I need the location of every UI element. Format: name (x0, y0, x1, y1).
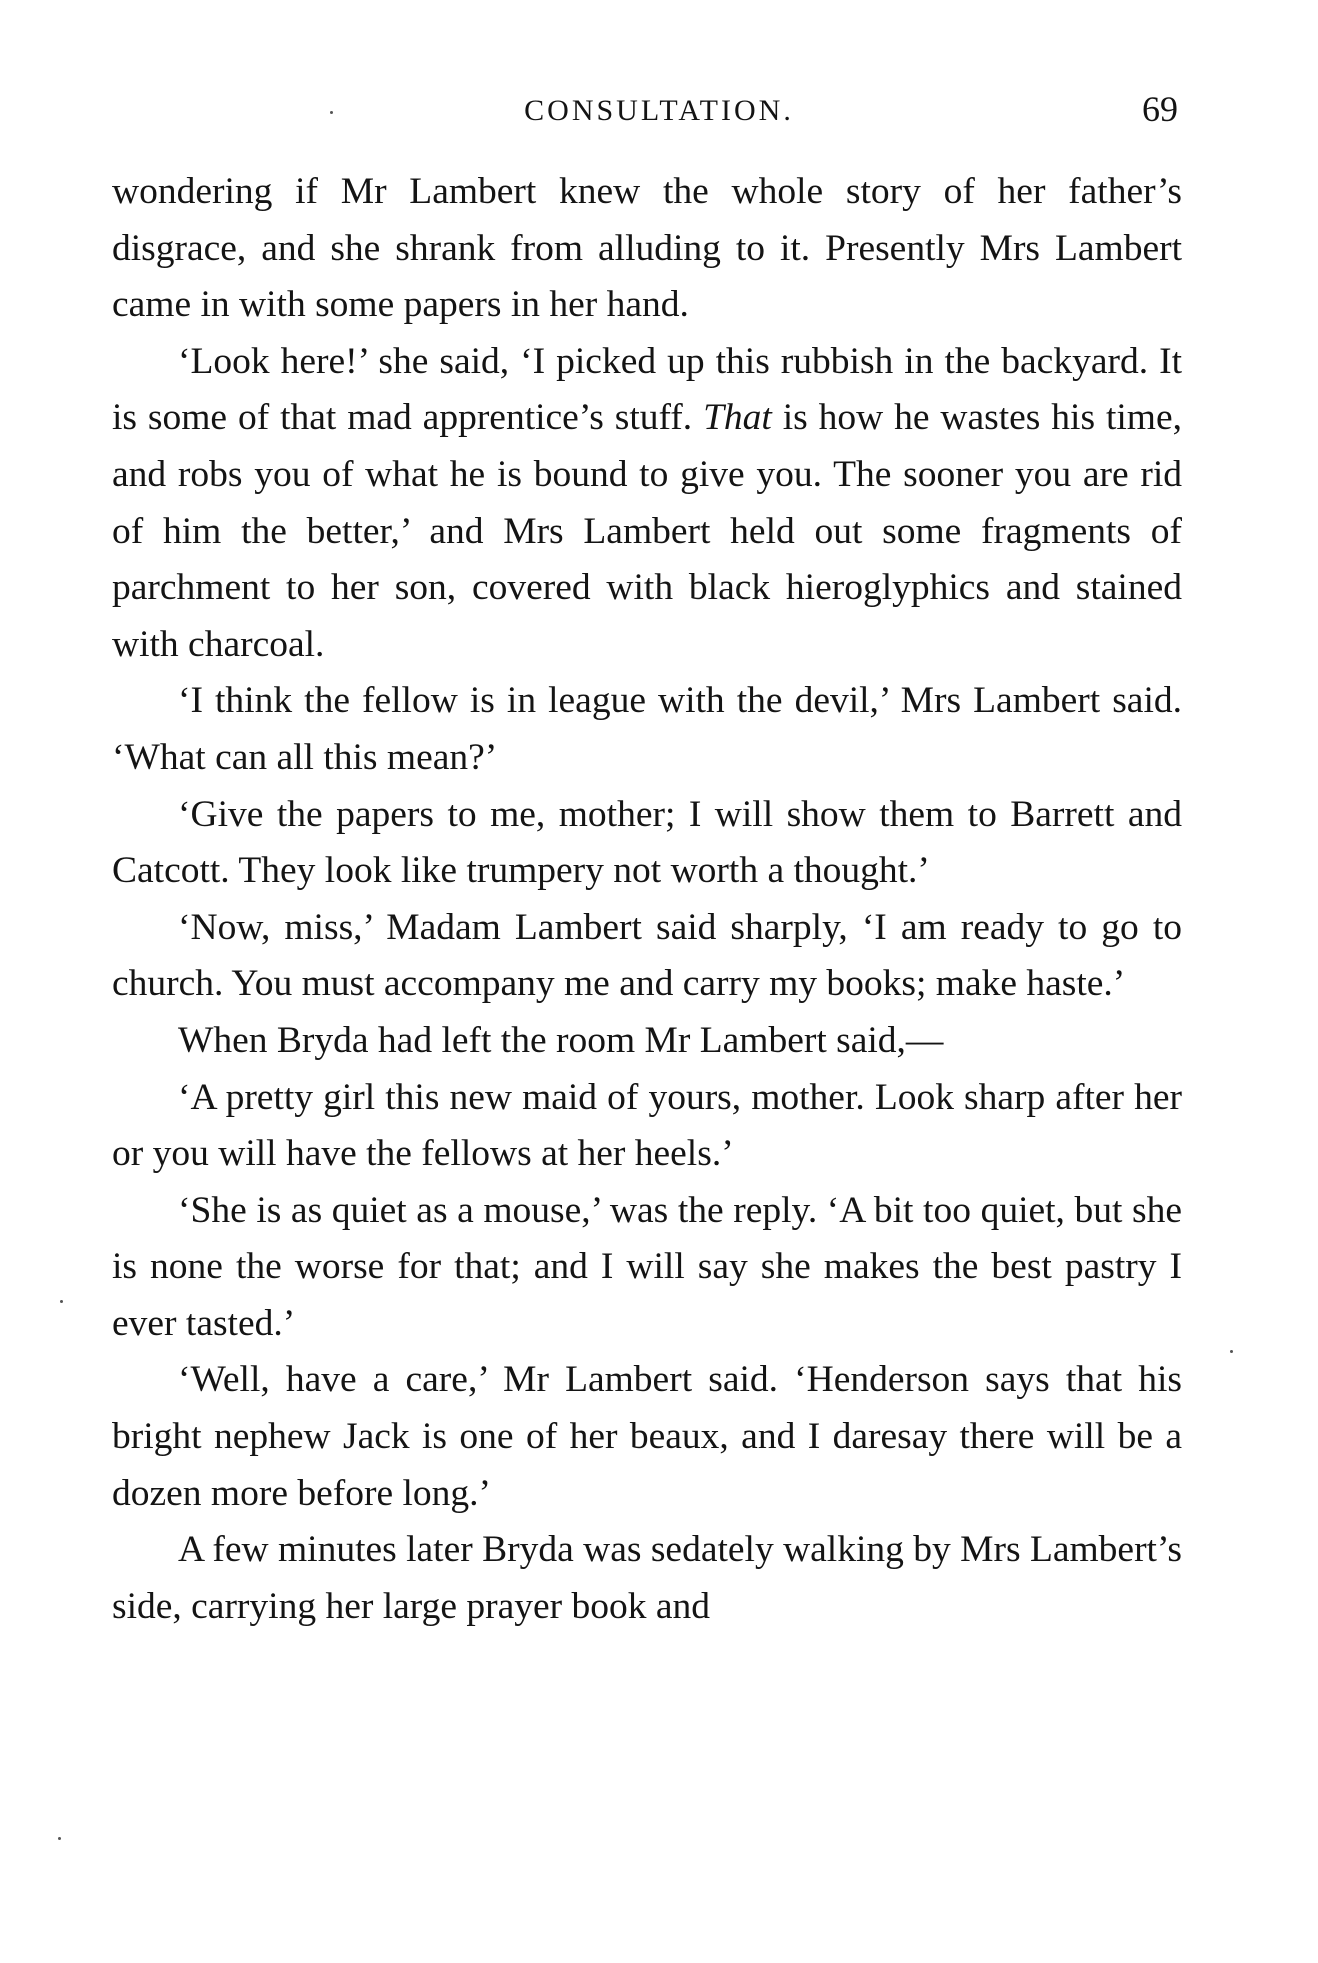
paragraph-5: ‘Now, miss,’ Madam Lambert said sharply, ‘I am ready to go to church. You must accompany me and carry my books; make haste.’ (112, 906, 1182, 1005)
print-speck (330, 111, 333, 114)
chapter-title: CONSULTATION. (524, 94, 794, 127)
paragraph-6: When Bryda had left the room Mr Lambert said,— (178, 1019, 944, 1061)
paragraph-3: ‘I think the fellow is in league with the devil,’ Mrs Lambert said. ‘What can all this mean?’ (112, 680, 1182, 778)
paragraph-4: ‘Give the papers to me, mother; I will show them to Barrett and Catcott. They look like trumpery not worth a thought.’ (112, 793, 1182, 892)
running-head (0, 88, 1318, 138)
emphasized-word: That (703, 397, 772, 439)
paragraph-9: ‘Well, have a care,’ Mr Lambert said. ‘Henderson says that his bright nephew Jack is one of her beaux, and I daresay there will be a dozen more before long.’ (112, 1359, 1182, 1514)
paragraph-7: ‘A pretty girl this new maid of yours, mother. Look sharp after her or you will have the fellows at her heels.’ (112, 1076, 1182, 1175)
print-speck (60, 1300, 63, 1303)
paragraph-1: wondering if Mr Lambert knew the whole story of her father’s disgrace, and she shrank from alluding to it. Presently Mrs Lambert came in with some papers in her hand. (112, 171, 1182, 326)
paragraph-2 (112, 334, 1182, 674)
paragraph-2-text-end: is how he wastes his time, and robs you of what he is bound to give you. The sooner you are rid of him the better,’ and Mrs Lambert held out some fragments of parchment to her son, covered with black hieroglyphics and stained with charcoal. (112, 397, 1182, 665)
paragraph-10: A few minutes later Bryda was sedately walking by Mrs Lambert’s side, carrying her large prayer book and (112, 1529, 1182, 1627)
paragraph-8: ‘She is as quiet as a mouse,’ was the reply. ‘A bit too quiet, but she is none the worse for that; and I will say she makes the best pastry I ever tasted.’ (112, 1189, 1182, 1344)
print-speck (1230, 1350, 1233, 1353)
body-text (112, 164, 1182, 1635)
paragraph-2-text-start: ‘Look here!’ she said, ‘I picked up this rubbish in the backyard. It is some of that mad apprentice’s stuff. (112, 340, 1182, 439)
print-speck (58, 1837, 61, 1840)
page-number: 69 (1142, 89, 1178, 129)
